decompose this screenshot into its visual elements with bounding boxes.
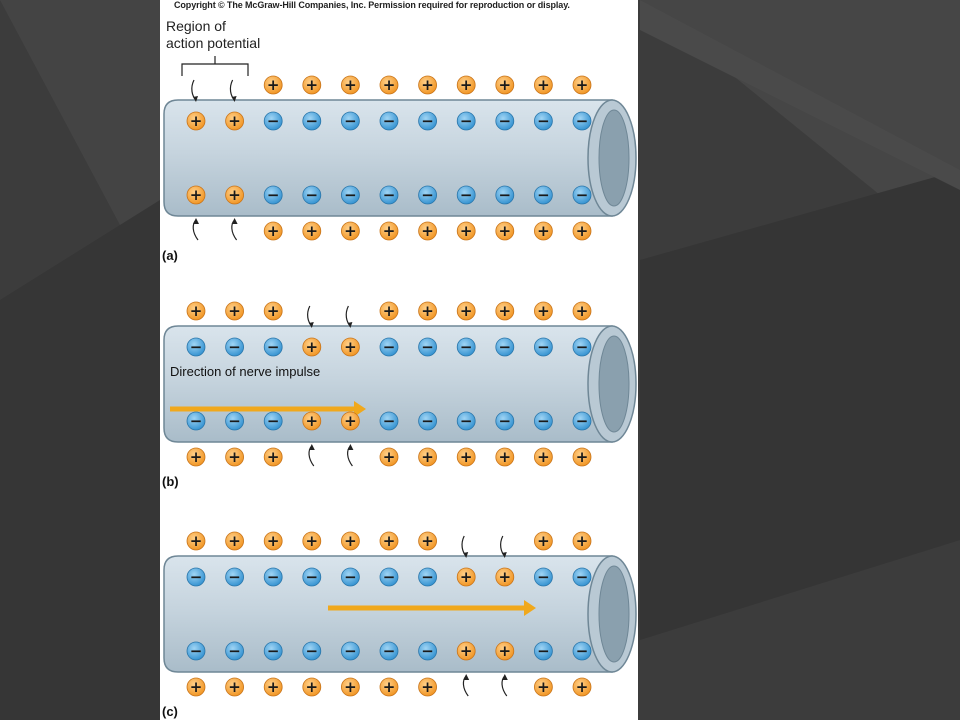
- p1-outer-top-8-symbol: +: [498, 76, 512, 94]
- p2-inner-top-4: [341, 338, 359, 356]
- p3-inner-top-3-symbol: −: [305, 568, 319, 586]
- p3-inner-bottom-5-symbol: −: [382, 642, 396, 660]
- p1-inner-bottom-3: [303, 186, 321, 204]
- p3-inner-bottom-8: [496, 642, 514, 660]
- p1-outer-bottom-5-symbol: +: [382, 222, 396, 240]
- p2-inner-bottom-2-symbol: −: [266, 412, 280, 430]
- p3-outer-bottom-3-symbol: +: [305, 678, 319, 696]
- p1-outer-top-9: [534, 76, 552, 94]
- p2-outer-top-8-symbol: +: [498, 302, 512, 320]
- p3-outer-top-4-symbol: +: [344, 532, 357, 550]
- p1-inner-top-6-symbol: −: [421, 112, 434, 130]
- p2-outer-bottom-5: [380, 448, 398, 466]
- p1-inner-bottom-0-symbol: +: [189, 186, 203, 204]
- p2-outer-bottom-10-symbol: +: [575, 448, 589, 466]
- p1-inner-bottom-2: [264, 186, 282, 204]
- p1-inflow-bottom-0: [193, 218, 199, 240]
- p3-inflow-bottom-7: [463, 674, 469, 696]
- p3-inner-bottom-1: [226, 642, 244, 660]
- p3-inner-bottom-7-symbol: +: [459, 642, 473, 660]
- p2-inner-bottom-0-symbol: −: [189, 412, 203, 430]
- p1-outer-bottom-9: [534, 222, 552, 240]
- p3-inflow-top-8: [501, 536, 507, 558]
- p1-outer-bottom-10-symbol: +: [575, 222, 589, 240]
- p3-outer-top-0-symbol: +: [189, 532, 203, 550]
- p2-inner-bottom-7-symbol: −: [459, 412, 473, 430]
- p1-outer-top-3: [303, 76, 321, 94]
- p3-outer-top-9: [534, 532, 552, 550]
- p1-outer-top-10-symbol: +: [575, 76, 589, 94]
- p1-outer-bottom-2: [264, 222, 282, 240]
- p3-outer-top-2: [264, 532, 282, 550]
- p3-inner-top-9-symbol: −: [537, 568, 550, 586]
- p3-outer-top-5-symbol: +: [382, 532, 396, 550]
- p1-inner-bottom-9-symbol: −: [537, 186, 550, 204]
- panel-label-2: (b): [162, 474, 179, 489]
- p3-inner-bottom-5: [380, 642, 398, 660]
- p2-outer-top-0-symbol: +: [189, 302, 203, 320]
- p2-inner-top-1: [226, 338, 244, 356]
- p1-inner-top-10: [573, 112, 591, 130]
- p3-inner-top-8-symbol: +: [498, 568, 512, 586]
- p2-outer-bottom-6: [419, 448, 437, 466]
- p1-inner-bottom-0: [187, 186, 205, 204]
- p3-outer-top-10-symbol: +: [575, 532, 589, 550]
- p2-inner-top-4-symbol: +: [344, 338, 357, 356]
- axon-diagram: [160, 0, 638, 720]
- p2-outer-bottom-9: [534, 448, 552, 466]
- p2-outer-top-5: [380, 302, 398, 320]
- p3-outer-bottom-0-symbol: +: [189, 678, 203, 696]
- p1-outer-top-9-symbol: +: [537, 76, 550, 94]
- p1-outer-bottom-7-symbol: +: [459, 222, 473, 240]
- p1-outer-top-10: [573, 76, 591, 94]
- p3-inflow-top-7: [462, 536, 468, 558]
- p2-inner-top-7: [457, 338, 475, 356]
- p3-outer-top-6: [419, 532, 437, 550]
- panel-label-3: (c): [162, 704, 178, 719]
- p3-outer-bottom-4: [341, 678, 359, 696]
- p3-outer-bottom-1: [226, 678, 244, 696]
- p2-inner-bottom-10-symbol: −: [575, 412, 589, 430]
- p2-inner-top-9: [534, 338, 552, 356]
- p1-inner-bottom-1-symbol: +: [228, 186, 241, 204]
- p2-outer-bottom-8-symbol: +: [498, 448, 512, 466]
- p3-outer-top-3: [303, 532, 321, 550]
- p1-inner-top-6: [419, 112, 437, 130]
- p3-outer-top-10: [573, 532, 591, 550]
- p1-inner-top-3-symbol: −: [305, 112, 319, 130]
- p3-inner-top-1-symbol: −: [228, 568, 241, 586]
- p2-outer-top-8: [496, 302, 514, 320]
- p3-outer-bottom-10-symbol: +: [575, 678, 589, 696]
- p3-outer-bottom-2: [264, 678, 282, 696]
- p2-outer-top-2: [264, 302, 282, 320]
- p3-inner-top-6: [419, 568, 437, 586]
- p2-inner-top-5-symbol: −: [382, 338, 396, 356]
- p3-inner-bottom-10-symbol: −: [575, 642, 589, 660]
- p2-outer-bottom-7-symbol: +: [459, 448, 473, 466]
- p2-outer-bottom-1-symbol: +: [228, 448, 241, 466]
- p3-outer-top-6-symbol: +: [421, 532, 434, 550]
- p2-inner-top-0-symbol: −: [189, 338, 203, 356]
- p2-outer-top-10-symbol: +: [575, 302, 589, 320]
- direction-label: Direction of nerve impulse: [170, 364, 321, 379]
- p3-inner-top-2: [264, 568, 282, 586]
- p1-inner-bottom-2-symbol: −: [266, 186, 280, 204]
- copyright-notice: Copyright © The McGraw-Hill Companies, Inc. Permission required for reproduction or display.: [174, 0, 570, 10]
- p2-inner-top-6: [419, 338, 437, 356]
- p3-inner-top-7: [457, 568, 475, 586]
- p2-inner-bottom-8-symbol: −: [498, 412, 512, 430]
- p2-inner-bottom-1: [226, 412, 244, 430]
- p1-inner-top-4-symbol: −: [344, 112, 357, 130]
- p1-outer-bottom-10: [573, 222, 591, 240]
- p1-inner-top-8-symbol: −: [498, 112, 512, 130]
- p1-inner-bottom-5-symbol: −: [382, 186, 396, 204]
- p3-inner-bottom-10: [573, 642, 591, 660]
- p3-outer-top-3-symbol: +: [305, 532, 319, 550]
- p3-inner-bottom-1-symbol: −: [228, 642, 241, 660]
- p1-inner-bottom-9: [534, 186, 552, 204]
- p3-outer-top-2-symbol: +: [266, 532, 280, 550]
- p1-inner-top-4: [341, 112, 359, 130]
- p3-inner-bottom-3-symbol: −: [305, 642, 319, 660]
- direction-arrow-2: [170, 407, 354, 412]
- p2-inner-bottom-9-symbol: −: [537, 412, 550, 430]
- p3-outer-bottom-5-symbol: +: [382, 678, 396, 696]
- p3-inner-top-10: [573, 568, 591, 586]
- p2-inner-top-10: [573, 338, 591, 356]
- p3-inner-bottom-4-symbol: −: [344, 642, 357, 660]
- p2-inner-bottom-10: [573, 412, 591, 430]
- p1-inner-bottom-4-symbol: −: [344, 186, 357, 204]
- p3-inner-bottom-2: [264, 642, 282, 660]
- p3-inner-top-1: [226, 568, 244, 586]
- p1-inner-bottom-6-symbol: −: [421, 186, 434, 204]
- p3-outer-bottom-3: [303, 678, 321, 696]
- p1-outer-bottom-6-symbol: +: [421, 222, 434, 240]
- p1-inner-top-7: [457, 112, 475, 130]
- p1-outer-top-8: [496, 76, 514, 94]
- p3-outer-top-5: [380, 532, 398, 550]
- p1-inner-top-10-symbol: −: [575, 112, 589, 130]
- p1-outer-bottom-4: [341, 222, 359, 240]
- p1-outer-top-6-symbol: +: [421, 76, 434, 94]
- p2-inner-bottom-5-symbol: −: [382, 412, 396, 430]
- p3-inner-top-6-symbol: −: [421, 568, 434, 586]
- p1-outer-top-4: [341, 76, 359, 94]
- p2-outer-top-6-symbol: +: [421, 302, 434, 320]
- p2-outer-top-2-symbol: +: [266, 302, 280, 320]
- p3-inner-bottom-4: [341, 642, 359, 660]
- p1-outer-top-7: [457, 76, 475, 94]
- p1-inner-top-1: [226, 112, 244, 130]
- p2-inner-bottom-4-symbol: +: [344, 412, 357, 430]
- p1-outer-bottom-7: [457, 222, 475, 240]
- p2-inner-top-7-symbol: −: [459, 338, 473, 356]
- p2-inner-bottom-1-symbol: −: [228, 412, 241, 430]
- figure: [160, 0, 638, 720]
- p1-outer-top-2: [264, 76, 282, 94]
- p1-outer-top-6: [419, 76, 437, 94]
- p2-outer-bottom-10: [573, 448, 591, 466]
- p3-inner-bottom-3: [303, 642, 321, 660]
- p1-outer-top-4-symbol: +: [344, 76, 357, 94]
- p2-inner-top-8: [496, 338, 514, 356]
- p1-outer-top-3-symbol: +: [305, 76, 319, 94]
- p3-inner-top-0: [187, 568, 205, 586]
- p1-inner-bottom-6: [419, 186, 437, 204]
- p1-inner-top-1-symbol: +: [228, 112, 241, 130]
- p3-inner-top-3: [303, 568, 321, 586]
- p2-outer-top-9: [534, 302, 552, 320]
- p3-inner-bottom-7: [457, 642, 475, 660]
- p2-inner-bottom-7: [457, 412, 475, 430]
- p3-inner-bottom-9-symbol: −: [537, 642, 550, 660]
- p1-inner-bottom-7-symbol: −: [459, 186, 473, 204]
- p2-inner-bottom-6-symbol: −: [421, 412, 434, 430]
- p1-outer-bottom-4-symbol: +: [344, 222, 357, 240]
- p2-outer-bottom-1: [226, 448, 244, 466]
- p3-inner-top-5-symbol: −: [382, 568, 396, 586]
- p3-outer-bottom-9-symbol: +: [537, 678, 550, 696]
- p2-outer-bottom-2: [264, 448, 282, 466]
- p2-inner-bottom-0: [187, 412, 205, 430]
- p2-inner-bottom-8: [496, 412, 514, 430]
- p1-inflow-top-0: [192, 80, 198, 102]
- p2-inner-bottom-3-symbol: +: [305, 412, 319, 430]
- p2-inner-top-2: [264, 338, 282, 356]
- p1-inner-top-5-symbol: −: [382, 112, 396, 130]
- p2-inflow-bottom-4: [347, 444, 353, 466]
- p2-inner-top-2-symbol: −: [266, 338, 280, 356]
- p2-inflow-top-4: [346, 306, 352, 328]
- p1-inner-bottom-5: [380, 186, 398, 204]
- p2-inner-bottom-2: [264, 412, 282, 430]
- p2-outer-bottom-0: [187, 448, 205, 466]
- p2-inner-top-10-symbol: −: [575, 338, 589, 356]
- p3-inner-top-2-symbol: −: [266, 568, 280, 586]
- p2-inflow-top-3: [308, 306, 314, 328]
- p1-outer-bottom-3: [303, 222, 321, 240]
- p2-outer-bottom-7: [457, 448, 475, 466]
- p1-outer-top-7-symbol: +: [459, 76, 473, 94]
- p2-outer-bottom-2-symbol: +: [266, 448, 280, 466]
- p3-inner-top-10-symbol: −: [575, 568, 589, 586]
- p3-inner-top-7-symbol: +: [459, 568, 473, 586]
- region-label-line1: Region of: [166, 18, 226, 34]
- p2-outer-top-7-symbol: +: [459, 302, 473, 320]
- p2-outer-bottom-0-symbol: +: [189, 448, 203, 466]
- p3-outer-bottom-1-symbol: +: [228, 678, 241, 696]
- p1-inner-bottom-4: [341, 186, 359, 204]
- p3-inner-top-4-symbol: −: [344, 568, 357, 586]
- p3-inner-bottom-9: [534, 642, 552, 660]
- p2-inflow-bottom-3: [309, 444, 315, 466]
- p2-outer-bottom-8: [496, 448, 514, 466]
- p2-inner-bottom-5: [380, 412, 398, 430]
- p3-inner-bottom-8-symbol: +: [498, 642, 512, 660]
- p2-inner-bottom-6: [419, 412, 437, 430]
- p3-inner-top-4: [341, 568, 359, 586]
- region-label-line2: action potential: [166, 35, 261, 51]
- p3-inner-bottom-0: [187, 642, 205, 660]
- p2-inner-top-3-symbol: +: [305, 338, 319, 356]
- p3-outer-top-1: [226, 532, 244, 550]
- p1-inner-top-9: [534, 112, 552, 130]
- p1-outer-bottom-3-symbol: +: [305, 222, 319, 240]
- p3-outer-bottom-4-symbol: +: [344, 678, 357, 696]
- p1-inner-bottom-10-symbol: −: [575, 186, 589, 204]
- p2-outer-bottom-6-symbol: +: [421, 448, 434, 466]
- p1-outer-bottom-8: [496, 222, 514, 240]
- p1-outer-bottom-5: [380, 222, 398, 240]
- p1-inner-top-2: [264, 112, 282, 130]
- p3-inner-top-0-symbol: −: [189, 568, 203, 586]
- p3-outer-top-4: [341, 532, 359, 550]
- p1-inner-top-2-symbol: −: [266, 112, 280, 130]
- p2-inner-top-3: [303, 338, 321, 356]
- p1-outer-bottom-2-symbol: +: [266, 222, 280, 240]
- p2-inner-top-0: [187, 338, 205, 356]
- p1-outer-top-5: [380, 76, 398, 94]
- p2-outer-bottom-5-symbol: +: [382, 448, 396, 466]
- p3-inner-bottom-0-symbol: −: [189, 642, 203, 660]
- p1-inner-bottom-3-symbol: −: [305, 186, 319, 204]
- p2-outer-top-5-symbol: +: [382, 302, 396, 320]
- region-bracket: [182, 56, 248, 76]
- p2-inner-bottom-3: [303, 412, 321, 430]
- p3-inner-bottom-6-symbol: −: [421, 642, 434, 660]
- p2-inner-top-1-symbol: −: [228, 338, 241, 356]
- p2-outer-top-10: [573, 302, 591, 320]
- p2-outer-top-6: [419, 302, 437, 320]
- p3-outer-bottom-0: [187, 678, 205, 696]
- p2-inner-top-6-symbol: −: [421, 338, 434, 356]
- p2-outer-top-1-symbol: +: [228, 302, 241, 320]
- p2-outer-top-0: [187, 302, 205, 320]
- p1-outer-top-2-symbol: +: [266, 76, 280, 94]
- p3-outer-top-0: [187, 532, 205, 550]
- p1-inner-top-7-symbol: −: [459, 112, 473, 130]
- p1-outer-bottom-8-symbol: +: [498, 222, 512, 240]
- p3-outer-top-9-symbol: +: [537, 532, 550, 550]
- p3-outer-bottom-2-symbol: +: [266, 678, 280, 696]
- p2-outer-top-1: [226, 302, 244, 320]
- p3-outer-bottom-6: [419, 678, 437, 696]
- p2-outer-top-9-symbol: +: [537, 302, 550, 320]
- panel-label-1: (a): [162, 248, 178, 263]
- p1-inner-top-3: [303, 112, 321, 130]
- p3-outer-bottom-6-symbol: +: [421, 678, 434, 696]
- p1-inner-bottom-8: [496, 186, 514, 204]
- p2-outer-bottom-9-symbol: +: [537, 448, 550, 466]
- p1-inflow-bottom-1: [232, 218, 238, 240]
- p2-inner-top-9-symbol: −: [537, 338, 550, 356]
- p2-inner-bottom-9: [534, 412, 552, 430]
- p1-outer-top-5-symbol: +: [382, 76, 396, 94]
- p1-inflow-top-1: [230, 80, 236, 102]
- p3-inner-top-5: [380, 568, 398, 586]
- p2-inner-top-8-symbol: −: [498, 338, 512, 356]
- p1-outer-bottom-9-symbol: +: [537, 222, 550, 240]
- p1-inner-bottom-8-symbol: −: [498, 186, 512, 204]
- p1-inner-bottom-7: [457, 186, 475, 204]
- p1-inner-top-5: [380, 112, 398, 130]
- p3-outer-bottom-5: [380, 678, 398, 696]
- p3-outer-top-1-symbol: +: [228, 532, 241, 550]
- p2-outer-top-7: [457, 302, 475, 320]
- p3-inner-bottom-6: [419, 642, 437, 660]
- p3-inner-top-9: [534, 568, 552, 586]
- direction-arrow-3: [328, 606, 524, 611]
- p1-outer-bottom-6: [419, 222, 437, 240]
- p3-outer-bottom-9: [534, 678, 552, 696]
- p1-inner-top-0-symbol: +: [189, 112, 203, 130]
- p2-inner-bottom-4: [341, 412, 359, 430]
- p2-inner-top-5: [380, 338, 398, 356]
- p1-inner-bottom-1: [226, 186, 244, 204]
- p3-outer-bottom-10: [573, 678, 591, 696]
- p3-inner-bottom-2-symbol: −: [266, 642, 280, 660]
- p1-inner-bottom-10: [573, 186, 591, 204]
- p1-inner-top-9-symbol: −: [537, 112, 550, 130]
- p3-inner-top-8: [496, 568, 514, 586]
- p1-inner-top-0: [187, 112, 205, 130]
- p3-inflow-bottom-8: [502, 674, 508, 696]
- p1-inner-top-8: [496, 112, 514, 130]
